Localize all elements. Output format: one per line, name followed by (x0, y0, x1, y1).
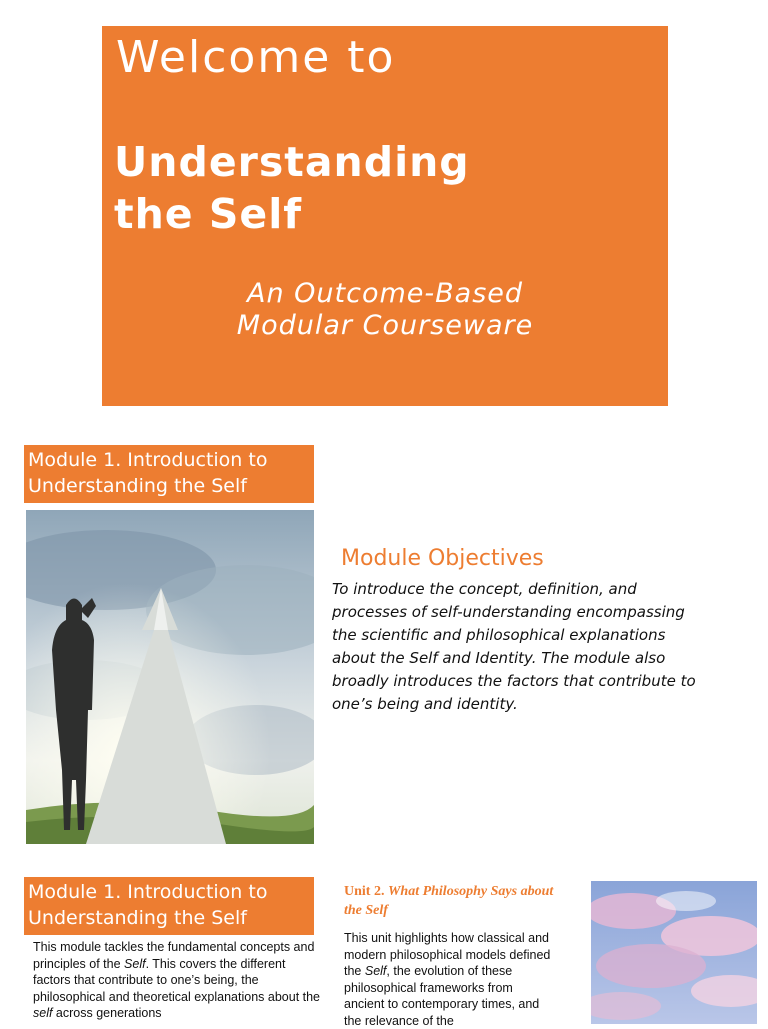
module1-repeat-banner-line1: Module 1. Introduction to (28, 881, 268, 903)
unit2-photo (591, 881, 757, 1024)
hero-subtitle-line1: An Outcome-Based (246, 278, 524, 309)
hero-subtitle-line2: Modular Courseware (236, 310, 534, 341)
module1-desc-self1: Self (124, 956, 146, 971)
module-objectives-heading: Module Objectives (341, 546, 544, 571)
unit2-title: What Philosophy Says about the Self (344, 884, 554, 918)
unit2-desc-a: This unit highlights how classical and modern philosophical models defined the (344, 931, 551, 978)
unit2-desc-self: Self (364, 964, 387, 978)
module1-banner-line1: Module 1. Introduction to (28, 449, 268, 471)
man-arrow-road-image (26, 510, 314, 844)
unit2-description (344, 930, 554, 1029)
hero-title-line1: Understanding (114, 138, 470, 186)
module-objectives-text: To introduce the concept, definition, and processes of self-understanding encompassing the scientific and philosophical explanations about the Self and Identity. The module also broadly introduces the factors that contribute to one’s being and identity. (332, 580, 696, 713)
module1-desc-b: . This covers the different factors that contribute to one’s being, the philosophical and theoretical explanations about the (33, 956, 321, 1004)
module1-desc-self2: self (33, 1006, 53, 1020)
pink-clouds-image (591, 881, 757, 1024)
hero-subtitle (102, 278, 668, 342)
module1-description (33, 939, 323, 1022)
module1-desc-c: across generations (52, 1006, 162, 1020)
module1-banner-line2: Understanding the Self (28, 475, 247, 497)
module1-photo (26, 510, 314, 844)
module1-banner (24, 445, 314, 503)
hero-title-line2: the Self (114, 190, 303, 238)
hero-welcome: Welcome to (116, 32, 396, 83)
unit2-label: Unit 2. (344, 884, 388, 899)
module1-repeat-banner-line2: Understanding the Self (28, 907, 247, 929)
unit2-desc-b: , the evolution of these philosophical frameworks from ancient to contemporary times, and the relevance of the (344, 964, 540, 1028)
module1-desc-a: This module tackles the fundamental concepts and principles of the (33, 940, 315, 971)
module1-banner-repeat (24, 877, 314, 935)
unit2-heading (344, 882, 554, 920)
hero-title (114, 136, 654, 240)
hero-banner (102, 26, 668, 406)
